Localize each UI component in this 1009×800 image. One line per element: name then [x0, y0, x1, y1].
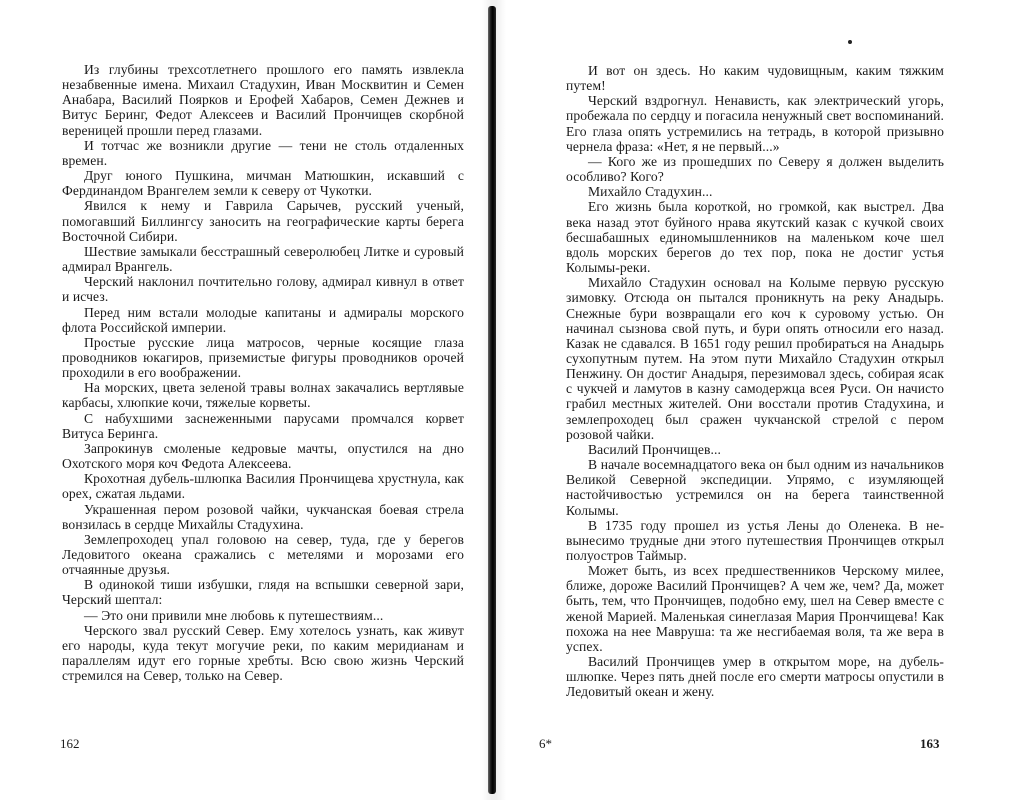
paragraph: Шествие замыкали бесстрашный северолюбец Литке и суровый адмирал Врангель. — [62, 243, 464, 275]
right-page-number: 163 — [920, 736, 940, 751]
paragraph: Друг юного Пушкина, мичман Матюшкин, искавший с Фердинандом Врангелем земли к северу от Чукотки. — [62, 168, 464, 199]
paragraph: Михайло Стадухин основал на Колыме первую русскую зимовку. Отсюда он пытался проникнуть на реку Анадырь. Снежные бури возвращали его коч к суровому устью. Он начинал сызнова свой путь, и бури опять относили его назад. Казак не сдавался. В 1651 году решил пробираться на Анадырь сухопутным путем. На этом пути Михайло Стадухин открыл Пенжину. Он достиг Анадыря, перезимовал здесь, собирая ясак с чукчей и ламутов в казну самодержца всея Руси. Он начисто грабил местных жителей. Они восстали против Стадухина, и землепроходец был сражен чукчанской стрелой с пером розовой чайки. — [566, 275, 944, 442]
paragraph: Запрокинув смоленые кедровые мачты, опустился на дно Охотского моря коч Федота Алексеева. — [62, 440, 464, 472]
paragraph: На морских, цвета зеленой травы волнах закачались вертлявые карбасы, хлюпкие кочи, тяжелые корветы. — [62, 380, 464, 411]
print-speck — [848, 40, 852, 44]
paragraph: И вот он здесь. Но каким чудовищным, каким тяжким путем! — [566, 63, 944, 94]
paragraph: В 1735 году прошел из устья Лены до Оленека. В невынесимо трудные дни этого путешествия Прончищев открыл полуостров Таймыр. — [566, 517, 944, 563]
paragraph: — Это они привили мне любовь к путешествиям... — [84, 607, 384, 623]
paragraph: Василий Прончищев... — [588, 441, 722, 457]
paragraph: — Кого же из прошедших по Северу я должен выделить особливо? Кого? — [566, 153, 944, 185]
right-page — [500, 0, 1009, 800]
right-page-text — [566, 63, 944, 700]
paragraph: Явился к нему и Гаврила Сарычев, русский ученый, помогавший Биллингсу заносить на географические карты берега Восточной Сибири. — [62, 198, 464, 244]
paragraph: Василий Прончищев умер в открытом море, на дубель-шлюпке. Через пять дней после его смерти матросы опустили в Ледовитый океан и жену. — [566, 654, 944, 700]
paragraph: И тотчас же возникли другие — тени не столь отдаленных времен. — [62, 137, 464, 168]
paragraph: Украшенная пером розовой чайки, чукчанская боевая стрела вонзилась в сердце Михайлы Стадухина. — [62, 501, 464, 532]
paragraph: Землепроходец упал головою на север, туда, где у берегов Ледовитого океана сражались с метелями и морозами его отчаянные друзья. — [62, 531, 464, 578]
paragraph: Михайло Стадухин... — [588, 184, 713, 200]
paragraph: С набухшими заснеженными парусами промчался корвет Витуса Беринга. — [62, 410, 464, 441]
left-page — [0, 0, 495, 800]
paragraph: Может быть, из всех предшественников Черскому милее, ближе, дороже Василий Прончищев? А чем же, чем? Да, может быть, тем, что Прончищев, подобно ему, шел на Север вместе с женой Марией. Маленькая синеглазая Мария Прончищева! Как похожа на нее Мавруша: та же несгибаемая воля, та же вера в успех. — [566, 563, 944, 654]
paragraph: Простые русские лица матросов, черные косящие глаза проводников юкагиров, приземистые фигуры проводников орочей проходили в его воображении. — [62, 334, 464, 381]
paragraph: Черского звал русский Север. Ему хотелось узнать, как живут его народы, куда текут могучие реки, по каким меридианам и параллелям идут его горные хребты. Всю свою жизнь Черский стремился на Север, только на Север. — [62, 622, 464, 684]
paragraph: В начале восемнадцатого века он был одним из начальников Великой Северной экспедиции. Упрямо, с изумляющей настойчивостью устремился он на берега таинственной Колымы. — [566, 457, 944, 518]
left-page-number: 162 — [60, 736, 80, 751]
paragraph: Перед ним встали молодые капитаны и адмиралы морского флота Российской империи. — [62, 304, 464, 335]
paragraph: Крохотная дубель-шлюпка Василия Прончищева хрустнула, как орех, сжатая льдами. — [62, 471, 464, 502]
paragraph: Черский вздрогнул. Ненависть, как электрический угорь, пробежала по сердцу и погасила ненужный свет воспоминаний. Его глаза опять устремились на тетрадь, в которой призывно чернела фраза: «Нет, я не первый...» — [566, 93, 944, 154]
left-page-text — [62, 62, 464, 683]
paragraph: В одинокой тиши избушки, глядя на вспышки северной зари, Черский шептал: — [62, 577, 464, 608]
signature-mark: 6* — [539, 736, 552, 751]
paragraph: Его жизнь была короткой, но громкой, как выстрел. Два века назад этот буйного нрава якутский казак с кучкой своих бесшабашных единомышленников на маленьком коче шел вдоль морских берегов до тех пор, пока не достиг устья Колымы-реки. — [566, 199, 944, 276]
paragraph: Из глубины трехсотлетнего прошлого его память извлекла незабвенные имена. Михаил Стадухин, Иван Москвитин и Семен Анабара, Василий Поярков и Ерофей Хабаров, Семен Дежнев и Витус Беринг, Федот Алексеев и Василий Прончищев скорбной вереницей прошли перед глазами. — [62, 62, 464, 138]
paragraph: Черский наклонил почтительно голову, адмирал кивнул в ответ и исчез. — [62, 274, 464, 305]
